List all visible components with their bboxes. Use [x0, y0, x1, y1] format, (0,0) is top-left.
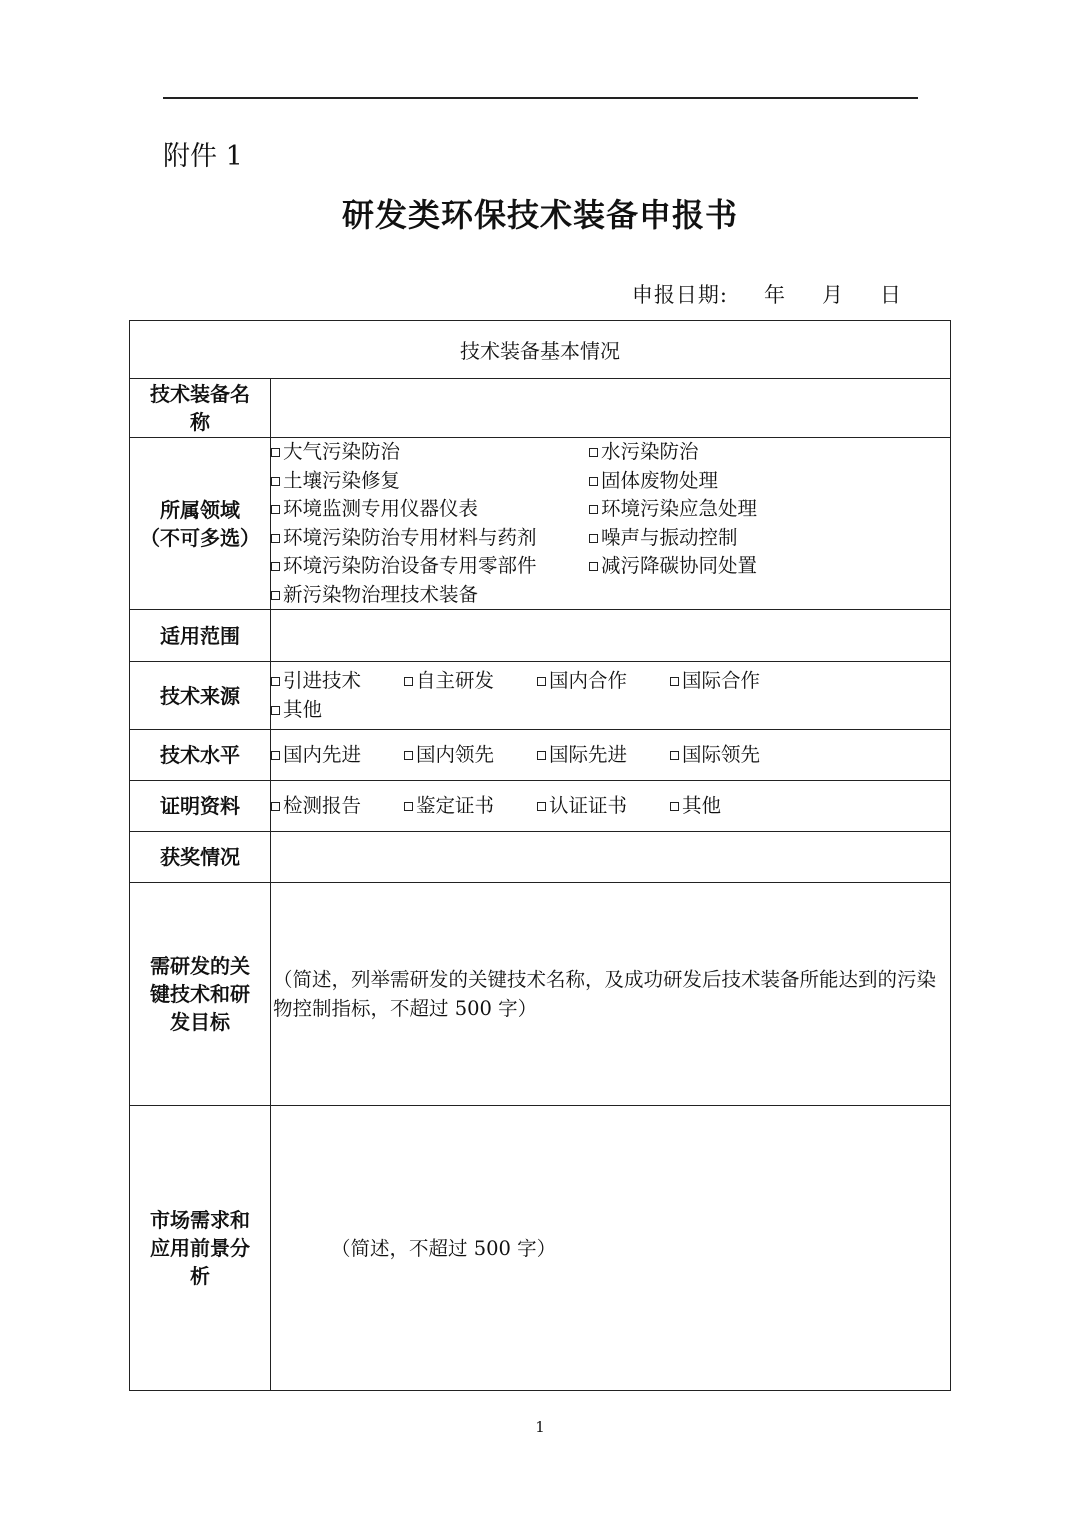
checkbox-icon [271, 751, 280, 760]
checkbox-icon [670, 677, 679, 686]
domain-option[interactable]: 环境监测专用仪器仪表 [271, 495, 589, 524]
proof-option[interactable]: 鉴定证书 [404, 792, 537, 821]
domain-option[interactable]: 水污染防治 [589, 438, 950, 467]
source-option[interactable]: 自主研发 [404, 667, 537, 696]
checkbox-icon [670, 802, 679, 811]
report-date [632, 279, 902, 309]
name-label: 技术装备名 称 [130, 379, 271, 438]
date-year: 年 [764, 283, 786, 307]
section-title: 技术装备基本情况 [130, 321, 951, 379]
level-option[interactable]: 国内领先 [404, 741, 537, 770]
domain-option[interactable]: 环境污染防治设备专用零部件 [271, 552, 589, 581]
market-note: （简述，不超过 500 字） [331, 1236, 557, 1260]
checkbox-icon [537, 751, 546, 760]
checkbox-icon [271, 505, 280, 514]
domain-label: 所属领域 （不可多选） [130, 438, 271, 610]
checkbox-icon [537, 802, 546, 811]
checkbox-icon [589, 477, 598, 486]
level-options [271, 730, 951, 781]
proof-option[interactable]: 其他 [670, 792, 950, 821]
scope-field[interactable] [271, 610, 951, 662]
checkbox-icon [589, 534, 598, 543]
domain-option[interactable]: 噪声与振动控制 [589, 524, 950, 553]
checkbox-icon [271, 677, 280, 686]
rd-field[interactable] [271, 883, 951, 1106]
rd-note: （简述，列举需研发的关键技术名称，及成功研发后技术装备所能达到的污染物控制指标，不超过 500 字） [273, 968, 937, 1020]
checkbox-icon [271, 591, 280, 600]
domain-option[interactable]: 环境污染防治专用材料与药剂 [271, 524, 589, 553]
checkbox-icon [589, 505, 598, 514]
attachment-label: 附件 1 [163, 141, 243, 172]
source-option[interactable]: 国内合作 [537, 667, 670, 696]
date-month: 月 [822, 283, 844, 307]
source-label: 技术来源 [130, 662, 271, 730]
domain-option[interactable]: 新污染物治理技术装备 [271, 581, 589, 610]
checkbox-icon [271, 802, 280, 811]
checkbox-icon [589, 448, 598, 457]
market-label: 市场需求和 应用前景分 析 [130, 1106, 271, 1391]
page-number: 1 [535, 1418, 545, 1436]
checkbox-icon [271, 706, 280, 715]
header-rule [163, 97, 918, 99]
source-options [271, 662, 951, 730]
checkbox-icon [271, 534, 280, 543]
domain-option[interactable]: 环境污染应急处理 [589, 495, 950, 524]
checkbox-icon [271, 477, 280, 486]
rd-label: 需研发的关 键技术和研 发目标 [130, 883, 271, 1106]
scope-label: 适用范围 [130, 610, 271, 662]
document-title: 研发类环保技术装备申报书 [341, 196, 738, 234]
proof-option[interactable]: 检测报告 [271, 792, 404, 821]
checkbox-icon [404, 751, 413, 760]
checkbox-icon [404, 677, 413, 686]
checkbox-icon [670, 751, 679, 760]
level-label: 技术水平 [130, 730, 271, 781]
date-day: 日 [880, 283, 902, 307]
proof-options [271, 781, 951, 832]
domain-option[interactable]: 固体废物处理 [589, 467, 950, 496]
level-option[interactable]: 国际领先 [670, 741, 950, 770]
checkbox-icon [404, 802, 413, 811]
level-option[interactable]: 国内先进 [271, 741, 404, 770]
awards-label: 获奖情况 [130, 832, 271, 883]
name-field[interactable] [271, 379, 951, 438]
proof-option[interactable]: 认证证书 [537, 792, 670, 821]
date-label: 申报日期: [631, 283, 728, 307]
source-option[interactable]: 其他 [271, 696, 404, 725]
market-field[interactable] [271, 1106, 951, 1391]
source-option[interactable]: 引进技术 [271, 667, 404, 696]
domain-option[interactable]: 土壤污染修复 [271, 467, 589, 496]
checkbox-icon [271, 448, 280, 457]
domain-option[interactable]: 减污降碳协同处置 [589, 552, 950, 581]
checkbox-icon [271, 562, 280, 571]
source-option[interactable]: 国际合作 [670, 667, 950, 696]
checkbox-icon [589, 562, 598, 571]
domain-options [271, 438, 951, 610]
awards-field[interactable] [271, 832, 951, 883]
proof-label: 证明资料 [130, 781, 271, 832]
checkbox-icon [537, 677, 546, 686]
application-form-table [129, 320, 951, 1391]
domain-option[interactable]: 大气污染防治 [271, 438, 589, 467]
level-option[interactable]: 国际先进 [537, 741, 670, 770]
